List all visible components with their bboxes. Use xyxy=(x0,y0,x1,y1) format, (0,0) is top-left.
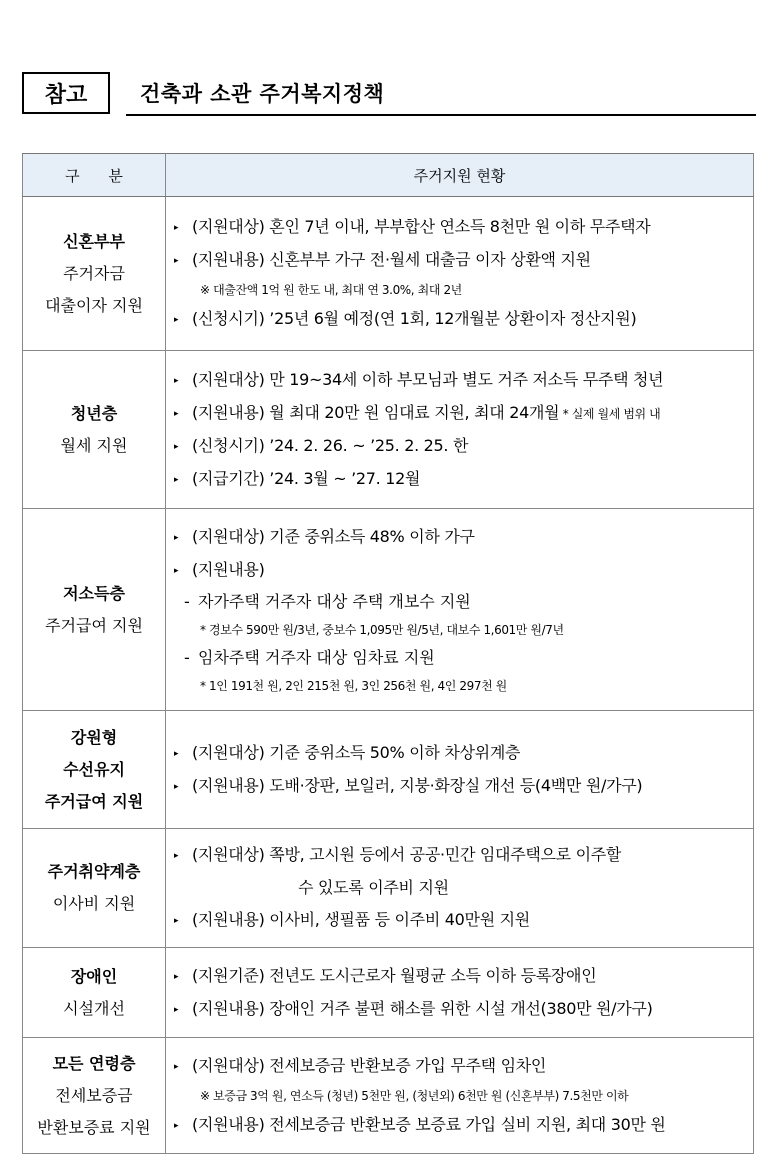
detail-item xyxy=(174,211,747,244)
detail-text: (지원내용) 도배·장판, 보일러, 지붕·화장실 개선 등(4백만 원/가구) xyxy=(192,775,643,795)
detail-continuation: 수 있도록 이주비 지원 xyxy=(298,878,449,897)
detail-item xyxy=(174,770,747,803)
detail-item xyxy=(174,244,747,277)
detail-text: 자가주택 거주자 대상 주택 개보수 지원 xyxy=(198,591,471,611)
table-row xyxy=(23,711,754,829)
bullet-icon: ▸ xyxy=(174,916,179,926)
bullet-icon: ▸ xyxy=(174,441,179,452)
detail-item xyxy=(174,463,747,496)
detail-text: (지원내용) 장애인 거주 불편 해소를 위한 시설 개선(380만 원/가구) xyxy=(192,998,653,1018)
category-cell xyxy=(23,711,166,829)
detail-text: (지급기간) ’24. 3월 ~ ’27. 12월 xyxy=(192,468,421,488)
detail-item xyxy=(174,960,747,993)
housing-welfare-table xyxy=(22,153,754,1154)
bullet-icon: ▸ xyxy=(174,781,179,792)
details-cell xyxy=(166,509,754,711)
detail-item xyxy=(174,397,747,430)
details-cell xyxy=(166,351,754,509)
section-header xyxy=(22,72,756,118)
detail-text: 임차주택 거주자 대상 임차료 지원 xyxy=(198,647,435,667)
bullet-icon: ▸ xyxy=(174,223,179,233)
detail-subitem xyxy=(174,643,747,673)
detail-text: (지원내용) 전세보증금 반환보증 보증료 가입 실비 지원, 최대 30만 원 xyxy=(192,1114,666,1134)
header-category: 구 분 xyxy=(23,154,166,197)
title-underline xyxy=(126,114,756,116)
details-cell xyxy=(166,197,754,351)
detail-note: ※ 대출잔액 1억 원 한도 내, 최대 연 3.0%, 최대 2년 xyxy=(200,283,462,297)
category-cell xyxy=(23,509,166,711)
detail-item xyxy=(174,1050,747,1083)
category-line: 시설개선 xyxy=(63,998,125,1018)
category-line: 청년층 xyxy=(70,403,118,423)
detail-text: (지원대상) 쪽방, 고시원 등에서 공공·민간 임대주택으로 이주할 xyxy=(192,845,622,864)
details-cell xyxy=(166,948,754,1038)
detail-text: (지원내용) 이사비, 생필품 등 이주비 40만원 지원 xyxy=(192,910,530,929)
bullet-icon: ▸ xyxy=(174,532,179,543)
category-line: 강원형 xyxy=(70,727,118,747)
category-cell xyxy=(23,829,166,948)
table-row xyxy=(23,197,754,351)
detail-item xyxy=(174,993,747,1026)
bullet-icon: ▸ xyxy=(174,256,179,266)
detail-note: ※ 보증금 3억 원, 연소득 (청년) 5천만 원, (청년외) 6천만 원 (신혼부부) 7.5천만 이하 xyxy=(200,1088,629,1103)
reference-label: 참고 xyxy=(44,82,88,108)
detail-note: * 경보수 590만 원/3년, 중보수 1,095만 원/5년, 대보수 1,601만 원/7년 xyxy=(200,622,564,637)
category-line: 반환보증료 지원 xyxy=(37,1117,151,1137)
detail-item xyxy=(174,1109,747,1142)
reference-label-box xyxy=(22,72,110,114)
inline-note: * 실제 월세 범위 내 xyxy=(559,406,661,421)
category-cell xyxy=(23,948,166,1038)
category-cell xyxy=(23,197,166,351)
category-line: 수선유지 xyxy=(63,759,125,779)
detail-item xyxy=(174,737,747,770)
category-line: 주거급여 지원 xyxy=(45,615,143,635)
details-cell xyxy=(166,1038,754,1154)
category-line: 모든 연령층 xyxy=(52,1053,136,1073)
detail-item xyxy=(174,839,747,872)
table-row xyxy=(23,948,754,1038)
detail-text: (지원대상) 기준 중위소득 48% 이하 가구 xyxy=(192,526,475,546)
bullet-icon: ▸ xyxy=(174,315,179,325)
detail-text: (지원기준) 전년도 도시근로자 월평균 소득 이하 등록장애인 xyxy=(192,965,597,985)
dash-marker: - xyxy=(184,647,190,667)
detail-text: (지원내용) xyxy=(192,559,265,579)
table-row xyxy=(23,1038,754,1154)
category-line: 월세 지원 xyxy=(60,435,128,455)
detail-text: (지원대상) 기준 중위소득 50% 이하 차상위계층 xyxy=(192,742,521,762)
bullet-icon: ▸ xyxy=(174,474,179,485)
category-line: 이사비 지원 xyxy=(52,894,136,913)
page-title: 건축과 소관 주거복지정책 xyxy=(140,82,385,106)
table-body xyxy=(23,197,754,1154)
detail-item xyxy=(174,303,747,336)
bullet-icon: ▸ xyxy=(174,748,179,759)
category-line: 신혼부부 xyxy=(63,231,125,251)
bullet-icon: ▸ xyxy=(174,408,179,419)
bullet-icon: ▸ xyxy=(174,375,179,386)
category-line: 전세보증금 xyxy=(55,1085,133,1105)
detail-text: (신청시기) ’24. 2. 26. ~ ’25. 2. 25. 한 xyxy=(192,435,469,455)
detail-text: (지원대상) 만 19~34세 이하 부모님과 별도 거주 저소득 무주택 청년 xyxy=(192,369,664,389)
detail-text: (신청시기) ’25년 6월 예정(연 1회, 12개월분 상환이자 정산지원) xyxy=(192,309,637,328)
category-line: 주거자금 xyxy=(63,263,125,283)
table-row xyxy=(23,351,754,509)
detail-subitem xyxy=(174,587,747,617)
detail-item xyxy=(174,554,747,587)
detail-text: (지원대상) 전세보증금 반환보증 가입 무주택 임차인 xyxy=(192,1055,547,1075)
category-line: 장애인 xyxy=(70,966,118,986)
detail-text: (지원내용) 신혼부부 가구 전·월세 대출금 이자 상환액 지원 xyxy=(192,250,591,269)
table-header-row xyxy=(23,154,754,197)
category-cell xyxy=(23,1038,166,1154)
bullet-icon: ▸ xyxy=(174,851,179,861)
bullet-icon: ▸ xyxy=(174,971,179,982)
detail-text: (지원대상) 혼인 7년 이내, 부부합산 연소득 8천만 원 이하 무주택자 xyxy=(192,217,651,236)
table-row xyxy=(23,829,754,948)
category-line: 주거급여 지원 xyxy=(44,791,144,811)
details-cell xyxy=(166,711,754,829)
detail-item xyxy=(174,430,747,463)
detail-item xyxy=(174,904,747,937)
bullet-icon: ▸ xyxy=(174,565,179,576)
bullet-icon: ▸ xyxy=(174,1120,179,1131)
detail-item xyxy=(174,521,747,554)
bullet-icon: ▸ xyxy=(174,1004,179,1015)
category-line: 대출이자 지원 xyxy=(45,295,143,315)
category-cell xyxy=(23,351,166,509)
detail-note: * 1인 191천 원, 2인 215천 원, 3인 256천 원, 4인 297천 원 xyxy=(200,678,507,693)
detail-text: (지원내용) 월 최대 20만 원 임대료 지원, 최대 24개월 xyxy=(192,402,560,422)
bullet-icon: ▸ xyxy=(174,1061,179,1072)
header-details: 주거지원 현황 xyxy=(166,154,754,197)
detail-item xyxy=(174,364,747,397)
table-row xyxy=(23,509,754,711)
dash-marker: - xyxy=(184,591,190,611)
details-cell xyxy=(166,829,754,948)
category-line: 저소득층 xyxy=(63,583,125,603)
category-line: 주거취약계층 xyxy=(47,862,141,881)
